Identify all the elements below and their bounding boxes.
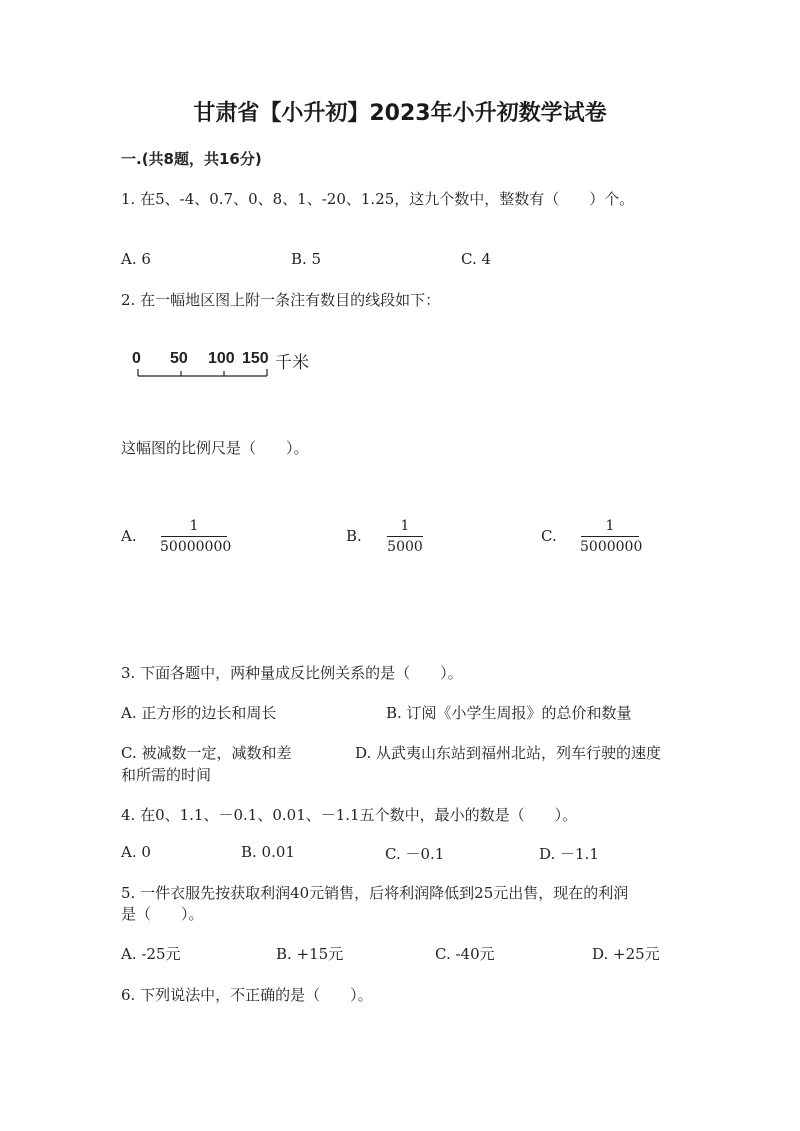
question-3-text: 3. 下面各题中，两种量成反比例关系的是（ ）。 <box>121 664 463 682</box>
question-2-prompt: 这幅图的比例尺是（ ）。 <box>121 439 309 457</box>
fraction-denominator: 50000000 <box>160 539 232 555</box>
section-heading: 一.(共8题，共16分) <box>121 150 262 168</box>
question-3-option-d: D. 从武夷山东站到福州北站，列车行驶的速度 <box>355 744 662 762</box>
scale-tick-label-0: 0 <box>132 350 141 367</box>
question-2-option-c-letter: C. <box>541 527 557 545</box>
question-1-option-a: A. 6 <box>121 250 151 268</box>
question-2-option-b-letter: B. <box>346 527 362 545</box>
question-5-text-line-1: 5. 一件衣服先按获取利润40元销售，后将利润降低到25元出售，现在的利润 <box>121 884 629 902</box>
fraction-denominator: 5000000 <box>580 539 643 555</box>
question-5-option-a: A. -25元 <box>121 945 181 963</box>
question-1-text: 1. 在5、-4、0.7、0、8、1、-20、1.25，这九个数中，整数有（ ）个。 <box>121 190 635 208</box>
question-5-option-d: D. +25元 <box>592 945 660 963</box>
question-4-text: 4. 在0、1.1、－0.1、0.01、－1.1五个数中，最小的数是（ ）。 <box>121 806 578 824</box>
page-title: 甘肃省【小升初】2023年小升初数学试卷 <box>193 101 607 126</box>
question-5-option-c: C. -40元 <box>435 945 495 963</box>
fraction-denominator: 5000 <box>387 539 423 555</box>
question-4-option-c: C. －0.1 <box>385 845 445 863</box>
scale-unit-label: 千米 <box>275 353 309 373</box>
scale-bar-line <box>132 366 272 382</box>
question-3-option-c: C. 被减数一定，减数和差 <box>121 744 292 762</box>
question-6-text: 6. 下列说法中，不正确的是（ ）。 <box>121 986 373 1004</box>
question-4-option-b: B. 0.01 <box>241 843 295 861</box>
question-2-option-a-letter: A. <box>121 527 137 545</box>
question-2-option-a-fraction <box>160 518 232 555</box>
question-2-option-c-fraction <box>580 518 643 555</box>
question-1-option-c: C. 4 <box>461 250 492 268</box>
question-5-text-line-2: 是（ ）。 <box>121 905 204 923</box>
question-3-option-d-continued: 和所需的时间 <box>121 766 212 784</box>
question-5-option-b: B. +15元 <box>276 945 344 963</box>
scale-tick-label-50: 50 <box>170 350 188 367</box>
question-2-text: 2. 在一幅地区图上附一条注有数目的线段如下： <box>121 291 441 309</box>
scale-tick-label-100: 100 <box>208 350 235 367</box>
fraction-numerator: 1 <box>400 518 410 534</box>
fraction-numerator: 1 <box>605 518 615 534</box>
question-4-option-a: A. 0 <box>121 843 151 861</box>
question-3-option-b: B. 订阅《小学生周报》的总价和数量 <box>386 704 632 722</box>
scale-tick-label-150: 150 <box>242 350 269 367</box>
question-1-option-b: B. 5 <box>291 250 322 268</box>
question-2-option-b-fraction <box>385 518 425 555</box>
fraction-numerator: 1 <box>189 518 199 534</box>
question-4-option-d: D. －1.1 <box>539 845 599 863</box>
question-3-option-a: A. 正方形的边长和周长 <box>121 704 277 722</box>
